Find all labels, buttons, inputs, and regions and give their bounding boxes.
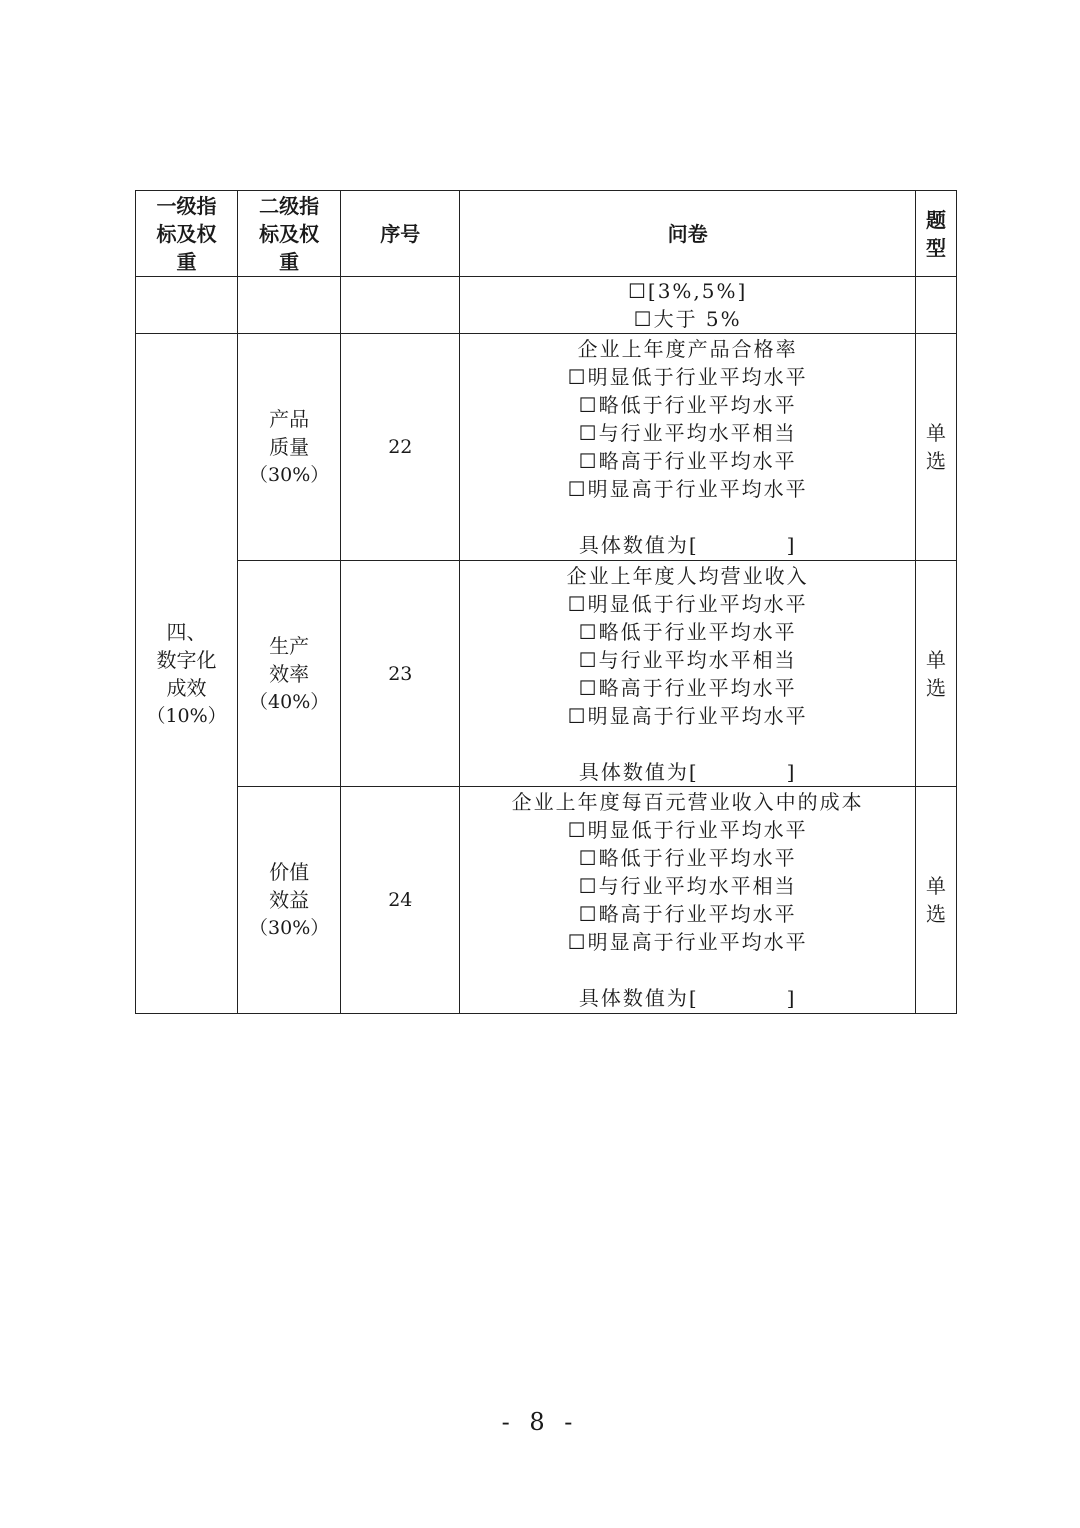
question-type: 单 选 [915, 787, 956, 1014]
option-checkbox[interactable]: ☐明显高于行业平均水平 [567, 930, 808, 954]
continuation-row [136, 277, 957, 334]
option-checkbox[interactable]: ☐明显低于行业平均水平 [567, 818, 808, 842]
option-checkbox[interactable]: ☐[3%,5%] [627, 279, 748, 303]
indicator-table [135, 190, 957, 1014]
value-input[interactable]: 具体数值为[ ] [578, 986, 797, 1010]
option-checkbox[interactable]: ☐略高于行业平均水平 [578, 675, 797, 700]
table-row [136, 561, 957, 787]
question-cell [460, 787, 916, 1014]
continuation-options [460, 277, 916, 334]
option-checkbox[interactable]: ☐与行业平均水平相当 [578, 874, 797, 898]
question-cell [460, 561, 916, 787]
header-level1: 一级指 标及权 重 [136, 191, 238, 277]
seq-number: 22 [341, 334, 460, 561]
question-type: 单 选 [915, 334, 956, 561]
level1-indicator: 四、 数字化 成效 （10%） [136, 334, 238, 1014]
option-checkbox[interactable]: ☐与行业平均水平相当 [578, 421, 797, 445]
question-cell [460, 334, 916, 561]
question-type: 单 选 [915, 561, 956, 787]
level2-indicator: 产品 质量 （30%） [238, 334, 341, 561]
value-input[interactable]: 具体数值为[ ] [578, 533, 797, 557]
header-questionnaire: 问卷 [460, 191, 916, 277]
seq-number: 23 [341, 561, 460, 787]
level2-indicator: 生产 效率 （40%） [238, 561, 341, 787]
level2-indicator: 价值 效益 （30%） [238, 787, 341, 1014]
option-checkbox[interactable]: ☐明显高于行业平均水平 [567, 703, 808, 728]
option-checkbox[interactable]: ☐略高于行业平均水平 [578, 449, 797, 473]
header-row [136, 191, 957, 277]
header-type: 题 型 [915, 191, 956, 277]
question-text: 企业上年度人均营业收入 [566, 563, 809, 588]
option-checkbox[interactable]: ☐略低于行业平均水平 [578, 846, 797, 870]
question-text: 企业上年度产品合格率 [577, 337, 798, 361]
option-checkbox[interactable]: ☐明显低于行业平均水平 [567, 591, 808, 616]
option-checkbox[interactable]: ☐略低于行业平均水平 [578, 393, 797, 417]
option-checkbox[interactable]: ☐大于 5% [633, 307, 742, 331]
header-level2: 二级指 标及权 重 [238, 191, 341, 277]
option-checkbox[interactable]: ☐与行业平均水平相当 [578, 647, 797, 672]
value-input[interactable]: 具体数值为[ ] [578, 759, 797, 784]
option-checkbox[interactable]: ☐略高于行业平均水平 [578, 902, 797, 926]
header-seq: 序号 [341, 191, 460, 277]
table-row [136, 787, 957, 1014]
question-text: 企业上年度每百元营业收入中的成本 [511, 790, 864, 814]
option-checkbox[interactable]: ☐明显低于行业平均水平 [567, 365, 808, 389]
page-number: - 8 - [501, 1408, 579, 1436]
option-checkbox[interactable]: ☐略低于行业平均水平 [578, 619, 797, 644]
table-row [136, 334, 957, 561]
seq-number: 24 [341, 787, 460, 1014]
option-checkbox[interactable]: ☐明显高于行业平均水平 [567, 477, 808, 501]
